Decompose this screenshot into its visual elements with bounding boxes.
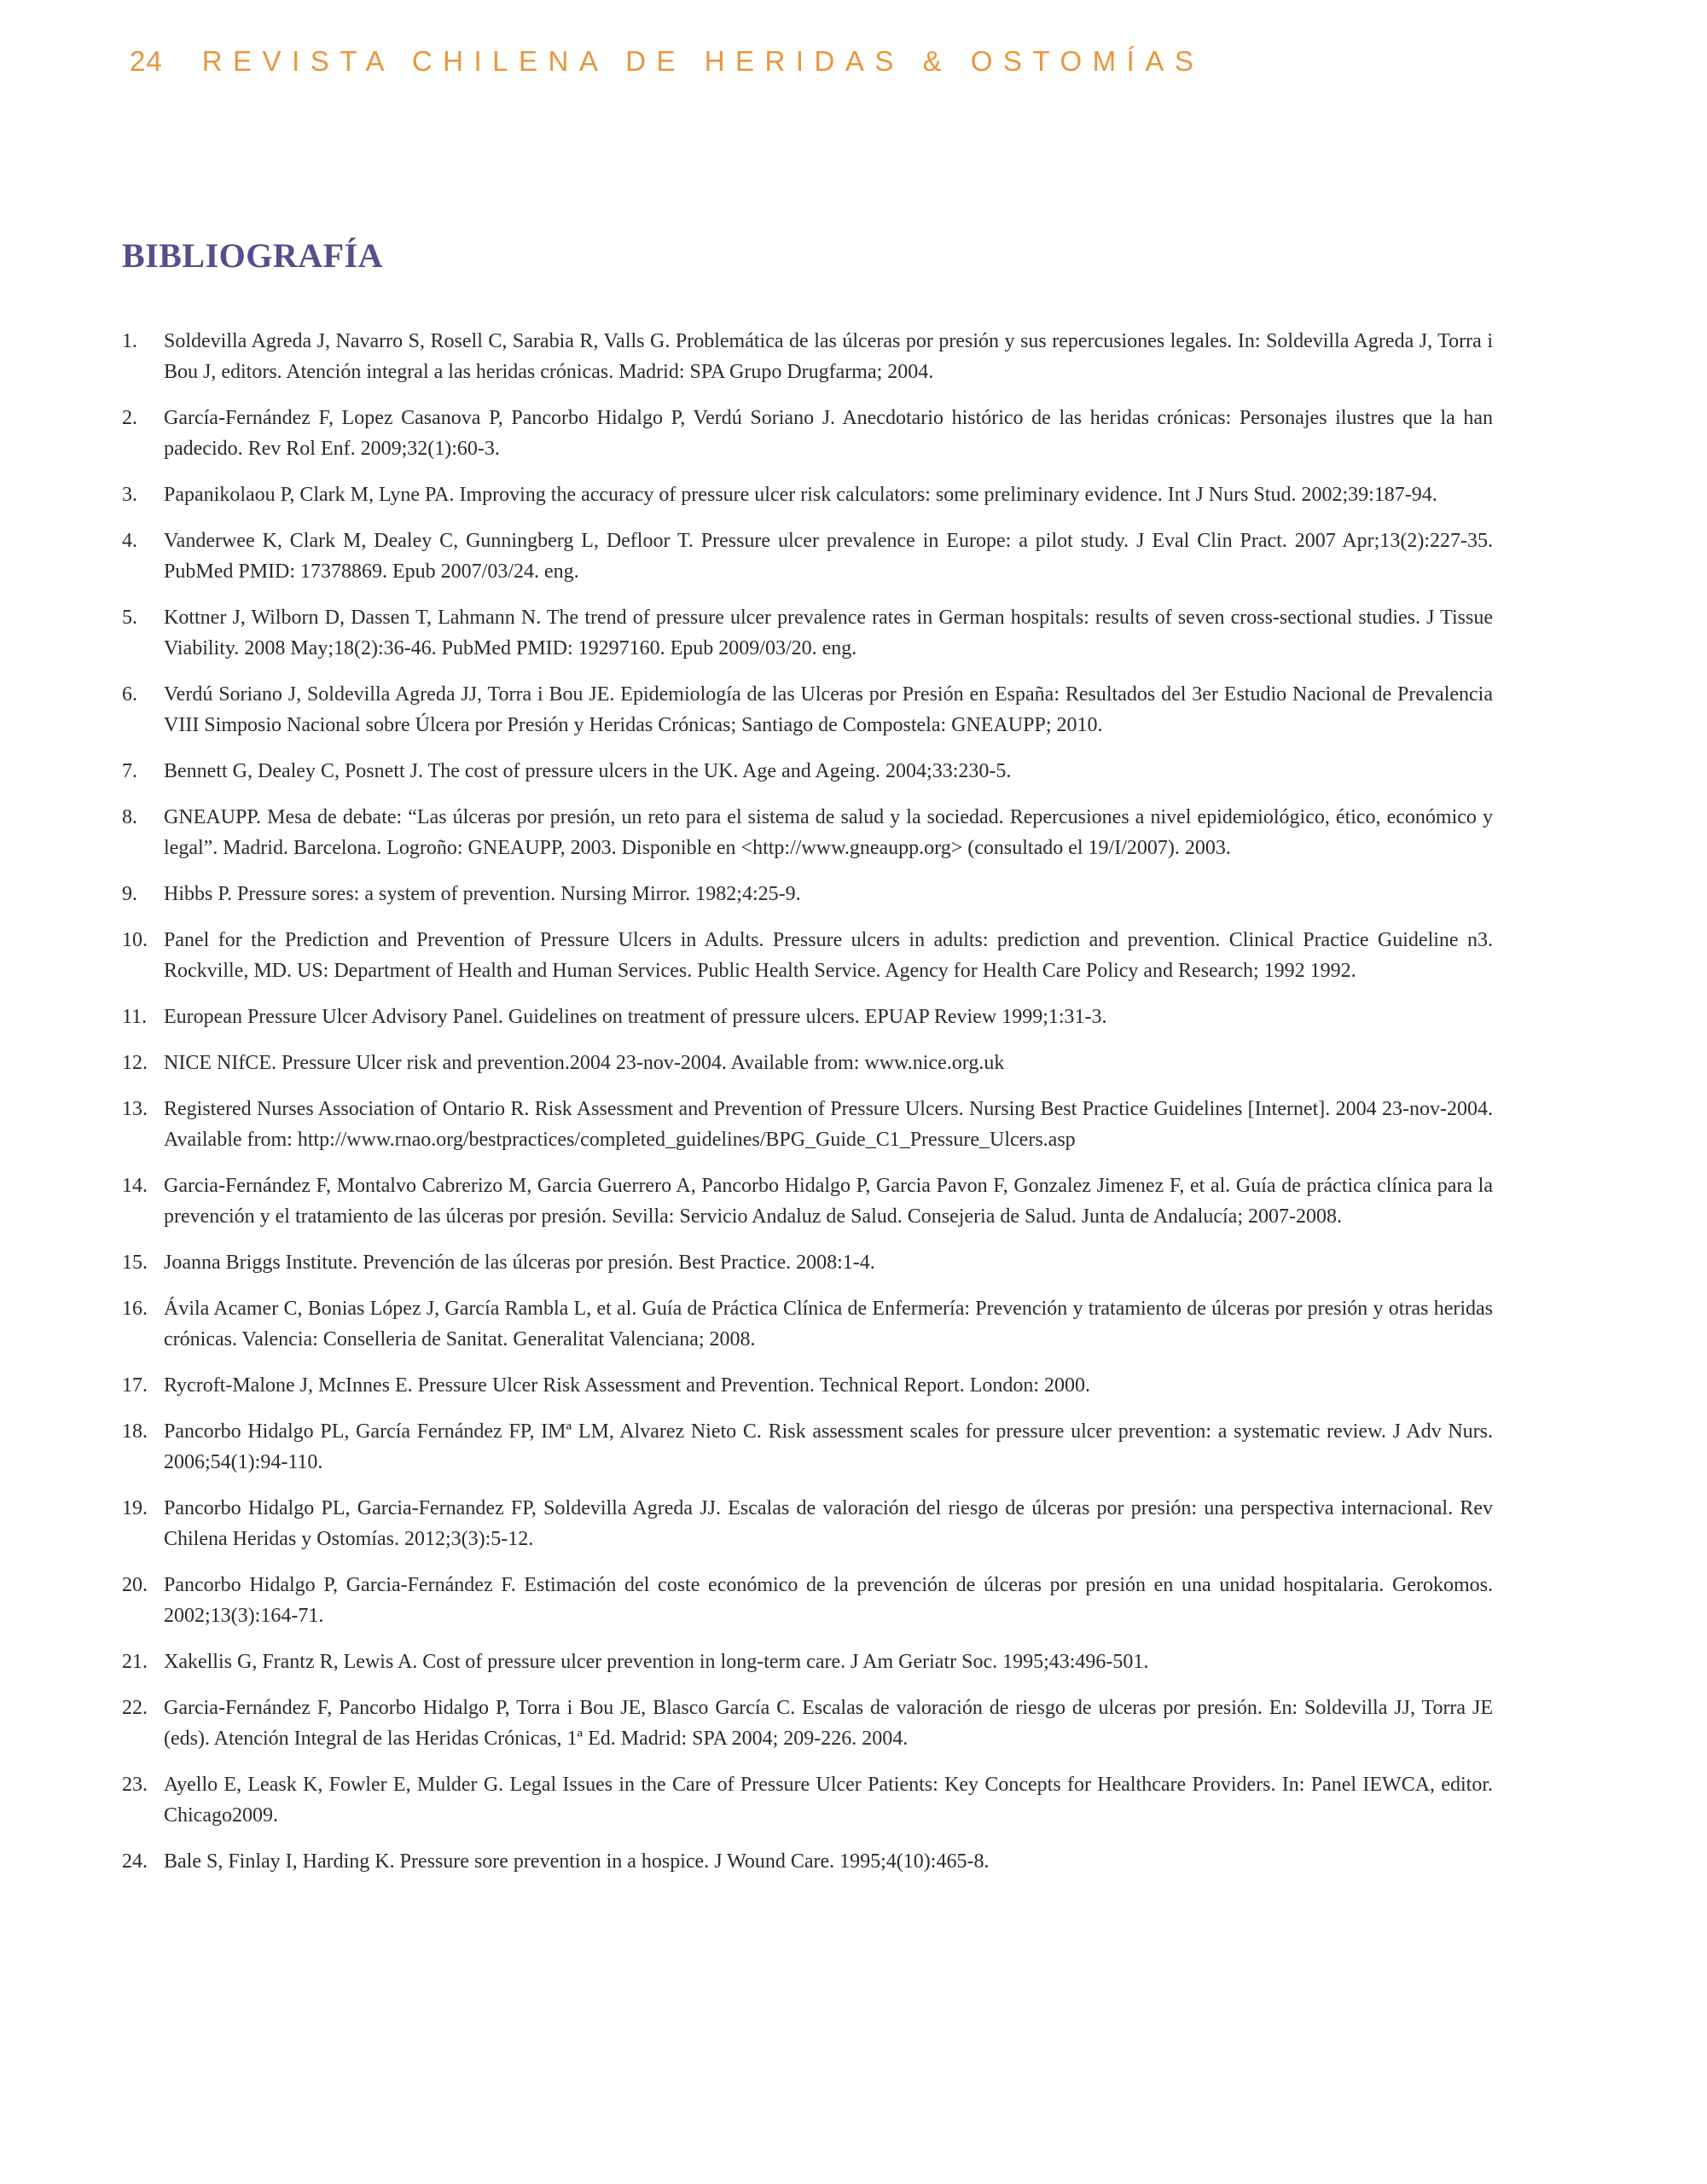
reference-number: 16. <box>122 1298 148 1320</box>
reference-number: 19. <box>122 1497 148 1519</box>
reference-text: Soldevilla Agreda J, Navarro S, Rosell C, Sarabia R, Valls G. Problemática de las úlceras por presión y sus repercusiones legales. In: Soldevilla Agreda J, Torra i Bou J, editors. Atención integral a las heridas crónicas. Madrid: SPA Grupo Drugfarma; 2004. <box>164 330 1493 383</box>
reference-number: 14. <box>122 1175 148 1197</box>
running-header <box>130 44 1204 78</box>
journal-title: REVISTA CHILENA DE HERIDAS & OSTOMÍAS <box>201 45 1205 77</box>
reference-text: Ávila Acamer C, Bonias López J, García Rambla L, et al. Guía de Práctica Clínica de Enfermería: Prevención y tratamiento de úlceras por presión y otras heridas crónicas. Valencia: Conselleria de Sanitat. Generalitat Valenciana; 2008. <box>164 1298 1493 1350</box>
reference-item <box>122 879 1493 909</box>
section-title: BIBLIOGRAFÍA <box>122 236 384 275</box>
reference-text: Verdú Soriano J, Soldevilla Agreda JJ, Torra i Bou JE. Epidemiología de las Ulceras por Presión en España: Resultados del 3er Estudio Nacional de Prevalencia VIII Simposio Nacional sobre Úlcera por Presión y Heridas Crónicas; Santiago de Compostela: GNEAUPP; 2010. <box>164 683 1493 736</box>
reference-number: 4. <box>122 530 137 552</box>
reference-item <box>122 602 1493 664</box>
reference-item <box>122 1370 1493 1401</box>
reference-item <box>122 1493 1493 1554</box>
reference-text: Kottner J, Wilborn D, Dassen T, Lahmann N. The trend of pressure ulcer prevalence rates in German hospitals: results of seven cross-sectional studies. J Tissue Viability. 2008 May;18(2):36-46. PubMed PMID: 19297160. Epub 2009/03/20. eng. <box>164 607 1493 659</box>
reference-number: 22. <box>122 1697 148 1719</box>
reference-number: 15. <box>122 1252 148 1274</box>
reference-item <box>122 403 1493 464</box>
reference-number: 3. <box>122 484 137 506</box>
reference-text: Registered Nurses Association of Ontario R. Risk Assessment and Prevention of Pressure Ulcers. Nursing Best Practice Guidelines [Internet]. 2004 23-nov-2004. Available from: http://www.rnao.org/bestpractices/completed_guidelines/BPG_Guide_C1_Pressure_Ulcers.asp <box>164 1098 1493 1151</box>
reference-number: 11. <box>122 1006 148 1028</box>
reference-item <box>122 326 1493 387</box>
reference-item <box>122 925 1493 986</box>
reference-item <box>122 1416 1493 1478</box>
reference-item <box>122 1247 1493 1278</box>
reference-item <box>122 1094 1493 1155</box>
reference-number: 9. <box>122 883 137 905</box>
reference-number: 12. <box>122 1052 148 1074</box>
reference-number: 23. <box>122 1774 148 1796</box>
reference-item <box>122 1846 1493 1877</box>
reference-number: 7. <box>122 760 137 782</box>
reference-number: 1. <box>122 330 137 352</box>
reference-text: Vanderwee K, Clark M, Dealey C, Gunningberg L, Defloor T. Pressure ulcer prevalence in Europe: a pilot study. J Eval Clin Pract. 2007 Apr;13(2):227-35. PubMed PMID: 17378869. Epub 2007/03/24. eng. <box>164 530 1493 583</box>
reference-number: 24. <box>122 1850 148 1873</box>
reference-text: Bennett G, Dealey C, Posnett J. The cost of pressure ulcers in the UK. Age and Ageing. 2004;33:230-5. <box>164 760 1012 782</box>
reference-text: Panel for the Prediction and Prevention of Pressure Ulcers in Adults. Pressure ulcers in adults: prediction and prevention. Clinical Practice Guideline n3. Rockville, MD. US: Department of Health and Human Services. Public Health Service. Agency for Health Care Policy and Research; 1992 1992. <box>164 929 1493 982</box>
reference-text: Joanna Briggs Institute. Prevención de las úlceras por presión. Best Practice. 2008:1-4. <box>164 1252 875 1274</box>
reference-text: Ayello E, Leask K, Fowler E, Mulder G. Legal Issues in the Care of Pressure Ulcer Patients: Key Concepts for Healthcare Providers. In: Panel IEWCA, editor. Chicago2009. <box>164 1774 1493 1827</box>
reference-item <box>122 1769 1493 1831</box>
reference-item <box>122 679 1493 741</box>
reference-item <box>122 756 1493 787</box>
reference-number: 5. <box>122 607 137 629</box>
reference-number: 18. <box>122 1420 148 1443</box>
reference-text: Garcia-Fernández F, Pancorbo Hidalgo P, Torra i Bou JE, Blasco García C. Escalas de valoración de riesgo de ulceras por presión. En: Soldevilla JJ, Torra JE (eds). Atención Integral de las Heridas Crónicas, 1ª Ed. Madrid: SPA 2004; 209-226. 2004. <box>164 1697 1493 1750</box>
reference-item <box>122 479 1493 510</box>
reference-item <box>122 526 1493 587</box>
reference-text: García-Fernández F, Lopez Casanova P, Pancorbo Hidalgo P, Verdú Soriano J. Anecdotario histórico de las heridas crónicas: Personajes ilustres que la han padecido. Rev Rol Enf. 2009;32(1):60-3. <box>164 407 1493 460</box>
reference-text: Hibbs P. Pressure sores: a system of prevention. Nursing Mirror. 1982;4:25-9. <box>164 883 801 905</box>
reference-item <box>122 1170 1493 1232</box>
reference-item <box>122 1293 1493 1355</box>
reference-text: Papanikolaou P, Clark M, Lyne PA. Improving the accuracy of pressure ulcer risk calculators: some preliminary evidence. Int J Nurs Stud. 2002;39:187-94. <box>164 484 1437 506</box>
reference-text: Pancorbo Hidalgo PL, García Fernández FP, IMª LM, Alvarez Nieto C. Risk assessment scales for pressure ulcer prevention: a systematic review. J Adv Nurs. 2006;54(1):94-110. <box>164 1420 1493 1473</box>
reference-item <box>122 1693 1493 1754</box>
reference-text: European Pressure Ulcer Advisory Panel. Guidelines on treatment of pressure ulcers. EPUAP Review 1999;1:31-3. <box>164 1006 1107 1028</box>
reference-number: 8. <box>122 806 137 828</box>
reference-item <box>122 802 1493 863</box>
reference-item <box>122 1647 1493 1677</box>
reference-item <box>122 1570 1493 1631</box>
reference-text: GNEAUPP. Mesa de debate: “Las úlceras por presión, un reto para el sistema de salud y la sociedad. Repercusiones a nivel epidemiológico, ético, económico y legal”. Madrid. Barcelona. Logroño: GNEAUPP, 2003. Disponible en <http://www.gneaupp.org> (consultado el 19/I/2007). 2003. <box>164 806 1493 859</box>
reference-list <box>122 326 1493 1892</box>
reference-number: 20. <box>122 1574 148 1596</box>
reference-number: 6. <box>122 683 137 706</box>
reference-text: Pancorbo Hidalgo PL, Garcia-Fernandez FP, Soldevilla Agreda JJ. Escalas de valoración del riesgo de úlceras por presión: una perspectiva internacional. Rev Chilena Heridas y Ostomías. 2012;3(3):5-12. <box>164 1497 1493 1550</box>
reference-text: Xakellis G, Frantz R, Lewis A. Cost of pressure ulcer prevention in long-term care. J Am Geriatr Soc. 1995;43:496-501. <box>164 1651 1149 1673</box>
reference-text: Rycroft-Malone J, McInnes E. Pressure Ulcer Risk Assessment and Prevention. Technical Report. London: 2000. <box>164 1374 1091 1397</box>
reference-number: 10. <box>122 929 148 951</box>
reference-text: Pancorbo Hidalgo P, Garcia-Fernández F. Estimación del coste económico de la prevención de úlceras por presión en una unidad hospitalaria. Gerokomos. 2002;13(3):164-71. <box>164 1574 1493 1627</box>
reference-number: 21. <box>122 1651 148 1673</box>
reference-text: NICE NIfCE. Pressure Ulcer risk and prevention.2004 23-nov-2004. Available from: www.nice.org.uk <box>164 1052 1005 1074</box>
page-number: 24 <box>130 45 163 77</box>
reference-number: 13. <box>122 1098 148 1120</box>
reference-text: Bale S, Finlay I, Harding K. Pressure sore prevention in a hospice. J Wound Care. 1995;4(10):465-8. <box>164 1850 990 1873</box>
reference-number: 2. <box>122 407 137 429</box>
reference-number: 17. <box>122 1374 148 1397</box>
reference-item <box>122 1048 1493 1078</box>
reference-text: Garcia-Fernández F, Montalvo Cabrerizo M, Garcia Guerrero A, Pancorbo Hidalgo P, Garcia Pavon F, Gonzalez Jimenez F, et al. Guía de práctica clínica para la prevención y el tratamiento de las úlceras por presión. Sevilla: Servicio Andaluz de Salud. Consejeria de Salud. Junta de Andalucía; 2007-2008. <box>164 1175 1493 1228</box>
reference-item <box>122 1002 1493 1032</box>
